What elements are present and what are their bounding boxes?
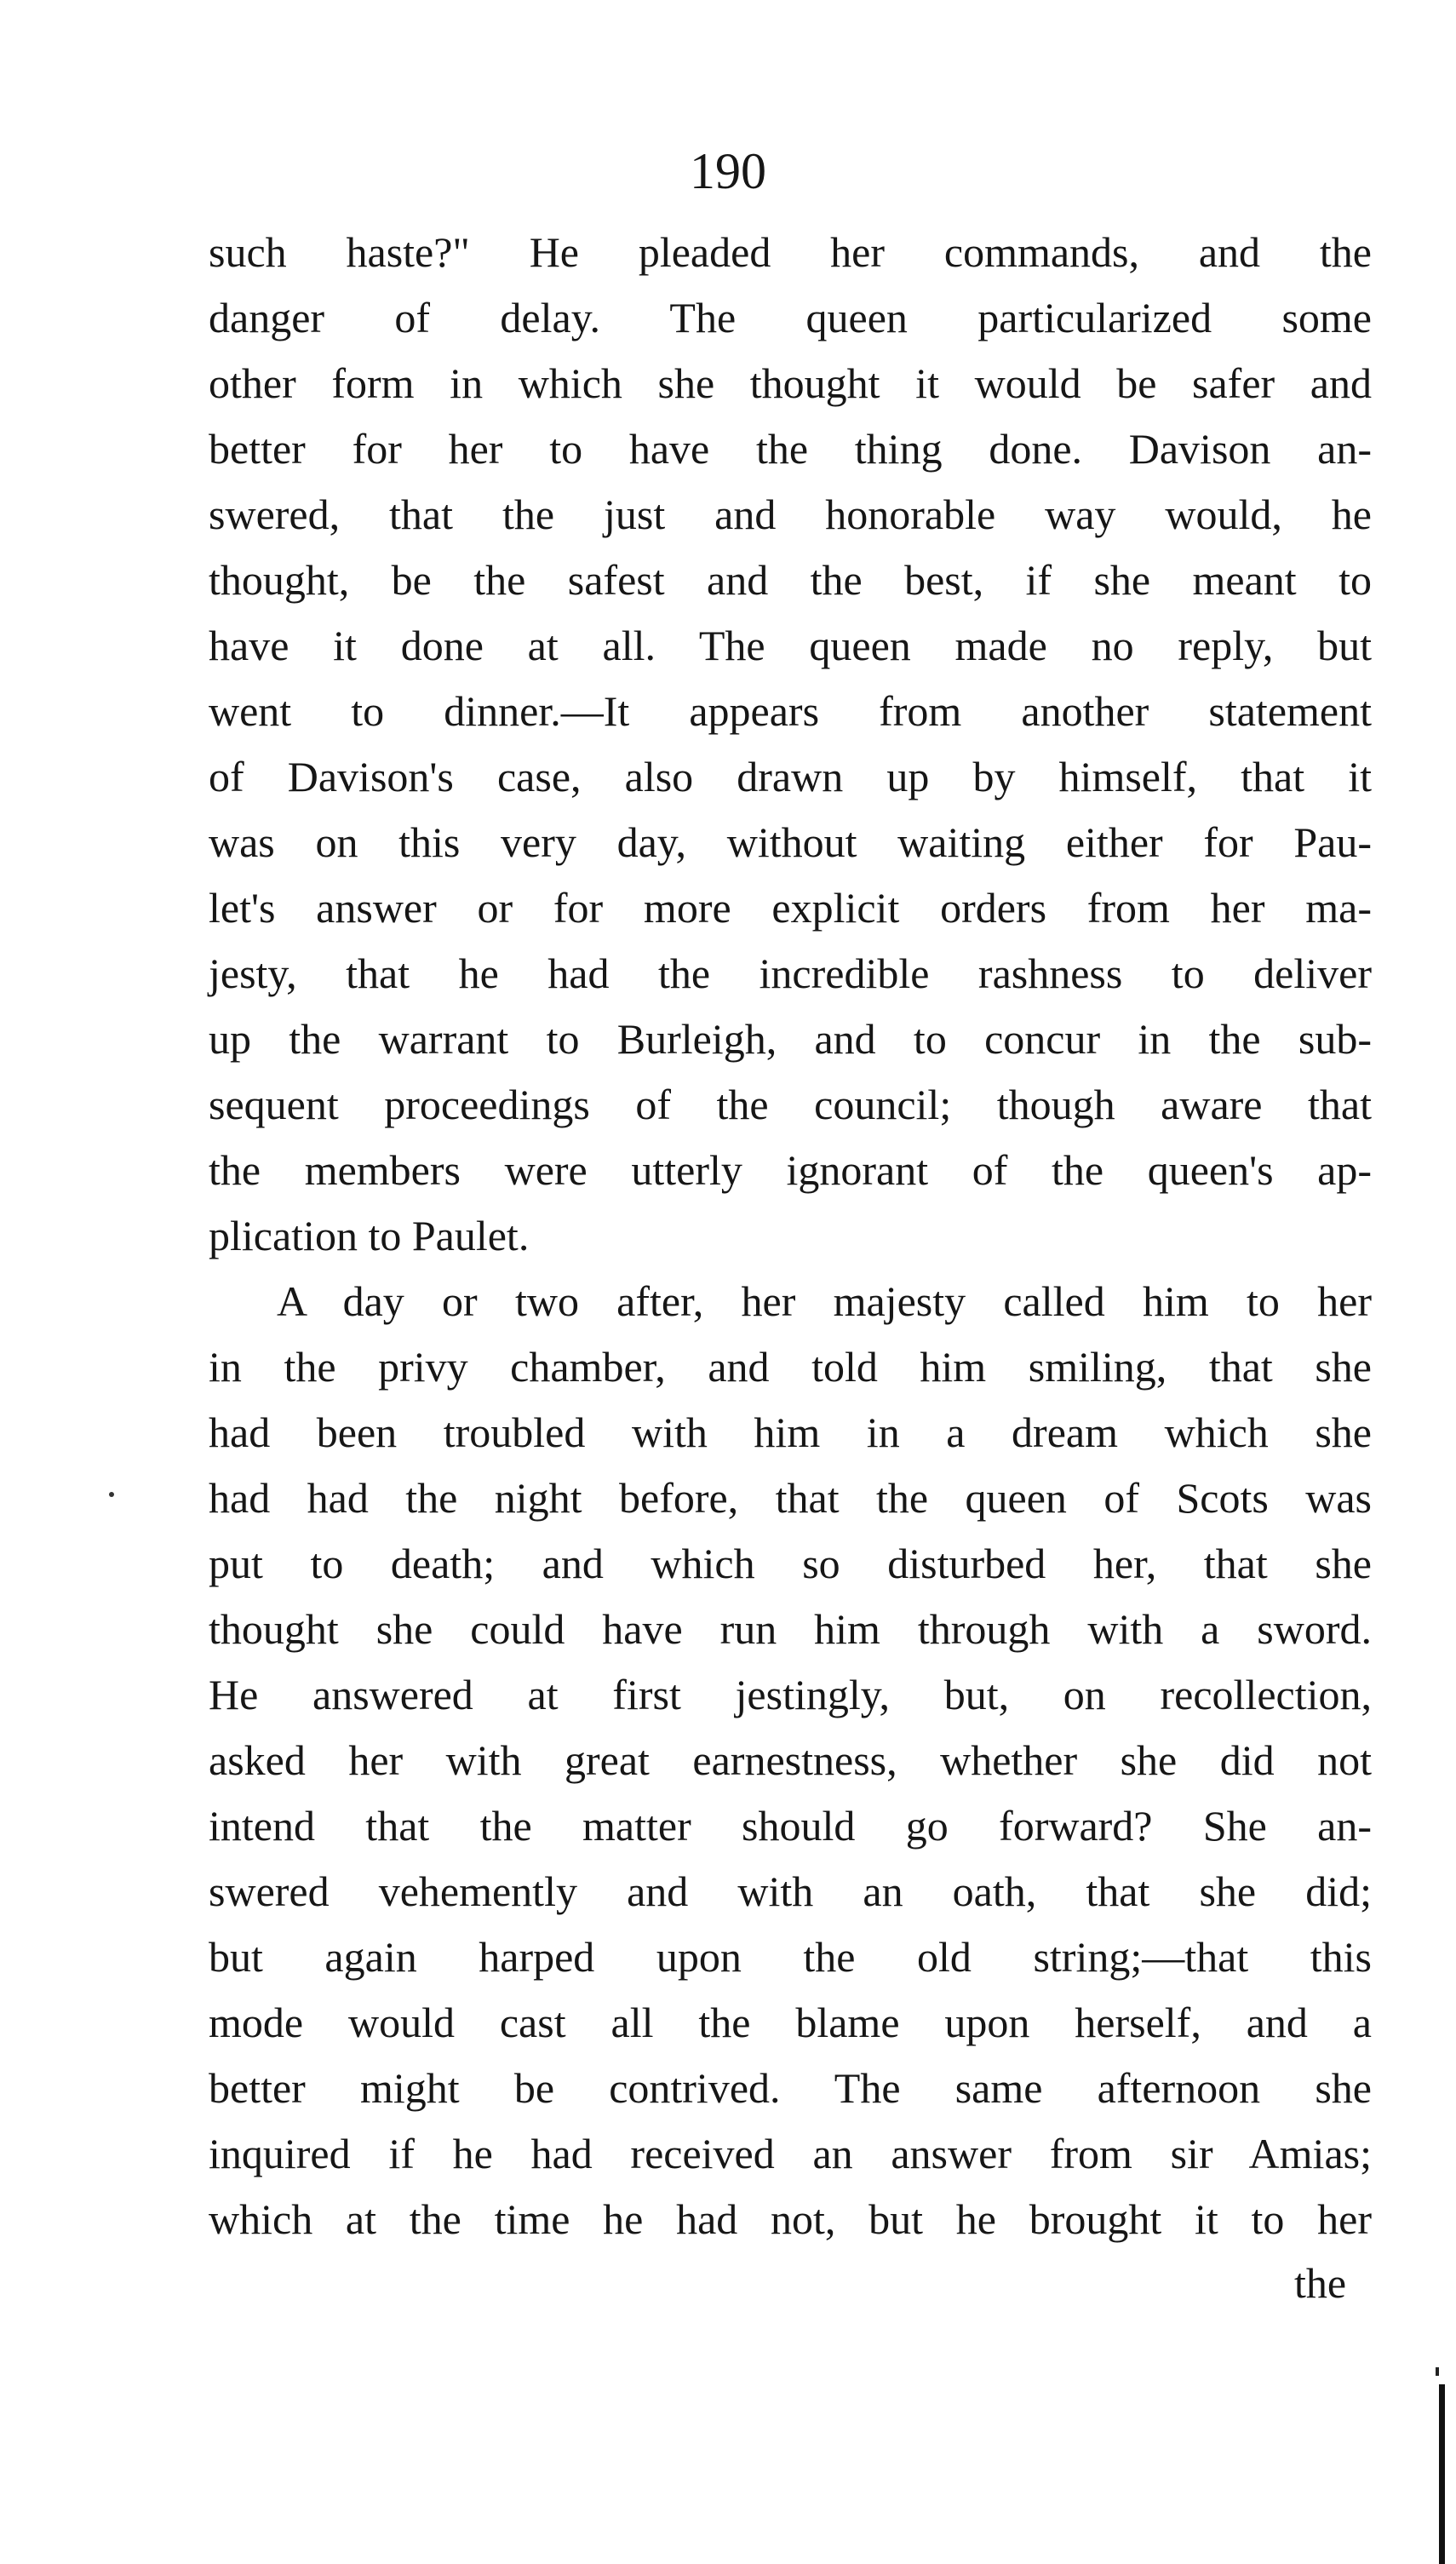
text-line: swered vehemently and with an oath, that she did; <box>209 1867 1372 1915</box>
text-line: up the warrant to Burleigh, and to concur in the sub- <box>209 1015 1372 1063</box>
text-line: better for her to have the thing done. Davison an- <box>209 425 1372 473</box>
text-line: had been troubled with him in a dream which she <box>209 1408 1372 1456</box>
page-number: 190 <box>690 143 766 199</box>
text-line: He answered at first jestingly, but, on recollection, <box>209 1671 1372 1718</box>
ink-speck <box>109 1492 114 1497</box>
text-line: such haste?" He pleaded her commands, and the <box>209 228 1372 276</box>
text-line: which at the time he had not, but he brought it to her <box>209 2195 1372 2243</box>
text-line: intend that the matter should go forward? She an- <box>209 1802 1372 1850</box>
text-line: of Davison's case, also drawn up by himself, that it <box>209 753 1372 800</box>
page-edge-shadow <box>1439 2384 1445 2564</box>
text-line: jesty, that he had the incredible rashness to deliver <box>209 949 1372 997</box>
text-line: asked her with great earnestness, whether she did not <box>209 1736 1372 1784</box>
page-edge-speck <box>1436 2367 1439 2376</box>
text-line: thought, be the safest and the best, if she meant to <box>209 556 1372 604</box>
text-line: put to death; and which so disturbed her, that she <box>209 1540 1372 1587</box>
text-line: let's answer or for more explicit orders from her ma- <box>209 884 1372 932</box>
body-text <box>209 220 1372 2252</box>
text-line: other form in which she thought it would be safer and <box>209 359 1372 407</box>
paragraph-first-line: A day or two after, her majesty called him to her <box>277 1277 1372 1325</box>
text-line: inquired if he had received an answer from sir Amias; <box>209 2130 1372 2177</box>
text-line: better might be contrived. The same afternoon she <box>209 2064 1372 2112</box>
text-line: went to dinner.—It appears from another statement <box>209 687 1372 735</box>
text-line: thought she could have run him through with a sword. <box>209 1605 1372 1653</box>
text-line: have it done at all. The queen made no reply, but <box>209 622 1372 669</box>
text-line: sequent proceedings of the council; though aware that <box>209 1081 1372 1128</box>
text-line: but again harped upon the old string;—that this <box>209 1933 1372 1981</box>
catchword: the <box>1294 2259 1347 2307</box>
text-line: danger of delay. The queen particularized some <box>209 294 1372 341</box>
text-line: plication to Paulet. <box>209 1212 530 1259</box>
text-line: the members were utterly ignorant of the queen's ap- <box>209 1146 1372 1194</box>
text-line: had had the night before, that the queen of Scots was <box>209 1474 1372 1522</box>
text-line: in the privy chamber, and told him smiling, that she <box>209 1343 1372 1391</box>
text-line: swered, that the just and honorable way would, he <box>209 490 1372 538</box>
text-line: mode would cast all the blame upon herself, and a <box>209 1999 1372 2046</box>
text-line: was on this very day, without waiting either for Pau- <box>209 818 1372 866</box>
